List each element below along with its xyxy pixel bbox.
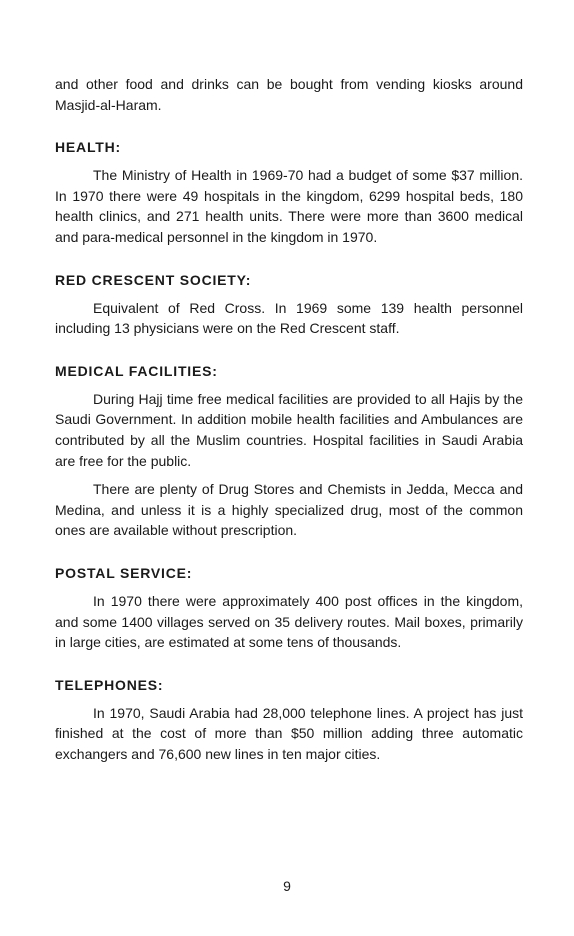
medical-facilities-paragraph-1: During Hajj time free medical facilities are provided to all Hajis by the Saudi Government. In addition mobile health facilities and Ambulances are contributed by all the Muslim countries. Hospital facilities in Saudi Arabia are free for the public. (55, 390, 523, 469)
page-number: 9 (283, 878, 291, 894)
health-paragraph: The Ministry of Health in 1969-70 had a budget of some $37 million. In 1970 there were 49 hospitals in the kingdom, 6299 hospital beds, 180 health clinics, and 271 health units. There were more than 3600 medical and para-medical personnel in the kingdom in 1970. (55, 167, 523, 245)
medical-facilities-paragraph-2: There are plenty of Drug Stores and Chemists in Jedda, Mecca and Medina, and unless it is a highly specialized drug, most of the common ones are available without prescription. (55, 481, 523, 539)
page-body (55, 74, 523, 764)
section-medical-facilities (55, 361, 523, 541)
section-heading-health: HEALTH: (55, 139, 121, 156)
section-telephones (55, 675, 523, 765)
red-crescent-paragraph: Equivalent of Red Cross. In 1969 some 139 health personnel including 13 physicians were on the Red Crescent staff. (55, 299, 523, 337)
section-heading-postal-service: POSTAL SERVICE: (55, 564, 193, 581)
section-heading-medical-facilities: MEDICAL FACILITIES: (55, 362, 218, 379)
postal-service-paragraph: In 1970 there were approximately 400 post offices in the kingdom, and some 1400 villages served on 35 delivery routes. Mail boxes, primarily in large cities, are estimated at some tens of thousands. (55, 592, 523, 651)
telephones-paragraph: In 1970, Saudi Arabia had 28,000 telephone lines. A project has just finished at the cost of more than $50 million adding three automatic exchangers and 76,600 new lines in ten major cities. (55, 704, 523, 762)
section-red-crescent-society (55, 270, 523, 339)
section-postal-service (55, 563, 523, 653)
section-heading-telephones: TELEPHONES: (55, 676, 164, 693)
intro-paragraph: and other food and drinks can be bought from vending kiosks around Masjid-al-Haram. (55, 76, 523, 113)
section-heading-red-crescent-society: RED CRESCENT SOCIETY: (55, 271, 252, 288)
section-health (55, 137, 523, 247)
